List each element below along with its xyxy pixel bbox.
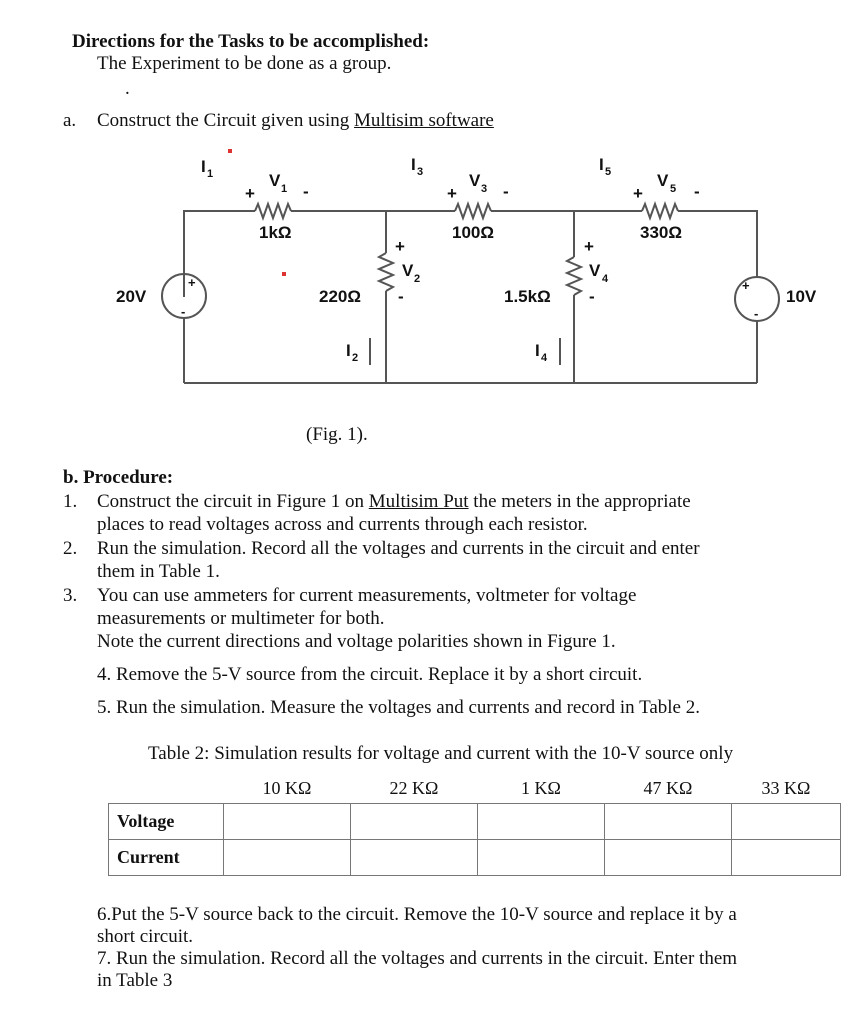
proc-item-2-line1: Run the simulation. Record all the voltages and currents in the circuit and enter: [97, 538, 700, 559]
label-r5: 330Ω: [640, 223, 682, 242]
step6-line1: 6.Put the 5-V source back to the circuit. Remove the 10-V source and replace it by a: [97, 904, 737, 925]
table2-cell[interactable]: [224, 804, 351, 840]
proc-item-1-num: 1.: [63, 491, 78, 512]
resistor-r1-zigzag: [255, 204, 291, 218]
procedure-heading: b. Procedure:: [63, 467, 174, 488]
label-i2-sub: 2: [352, 352, 359, 364]
label-v2: V: [402, 261, 414, 280]
table2-cell[interactable]: [732, 804, 841, 840]
label-i2: I: [346, 341, 351, 360]
label-r3: 100Ω: [452, 223, 494, 242]
label-i5-sub: 5: [605, 166, 612, 178]
label-i1: I: [201, 157, 206, 176]
label-v1: V: [269, 171, 281, 190]
proc-item-2-num: 2.: [63, 538, 78, 559]
label-i3: I: [411, 155, 416, 174]
table2-col-header: 22 KΩ: [351, 773, 478, 804]
proc-item-3-num: 3.: [63, 585, 78, 606]
table2-cell[interactable]: [478, 804, 605, 840]
v2-minus: -: [398, 287, 404, 306]
v3-plus: +: [447, 184, 457, 203]
source-10v-minus: -: [754, 306, 759, 321]
table2-cell[interactable]: [351, 804, 478, 840]
label-v2-sub: 2: [414, 273, 421, 285]
proc-step-4: 4. Remove the 5-V source from the circuit. Replace it by a short circuit.: [97, 664, 643, 685]
proc-item-1-text-a: Construct the circuit in Figure 1 on: [97, 491, 369, 512]
label-v4-sub: 4: [602, 273, 609, 285]
label-i4-sub: 4: [541, 352, 548, 364]
v5-minus: -: [694, 182, 700, 201]
proc-item-1-line1: [97, 491, 691, 513]
table2-cell[interactable]: [732, 840, 841, 876]
table2-row-label: Current: [109, 840, 224, 876]
table2-cell[interactable]: [605, 804, 732, 840]
resistor-r3-zigzag: [455, 204, 491, 218]
step6-line2: short circuit.: [97, 926, 194, 947]
resistor-r2-zigzag: [379, 253, 393, 291]
proc-item-2-line2: them in Table 1.: [97, 561, 220, 582]
resistor-r5-zigzag: [642, 204, 678, 218]
source-10v-plus: +: [742, 278, 750, 293]
label-r1: 1kΩ: [259, 223, 292, 242]
directions-heading: Directions for the Tasks to be accomplished:: [72, 31, 430, 52]
table2-col-header: 1 KΩ: [478, 773, 605, 804]
label-i4: I: [535, 341, 540, 360]
label-v1-sub: 1: [281, 183, 288, 195]
stray-dot: .: [125, 78, 130, 99]
proc-item-1-text-b: the meters in the appropriate: [468, 491, 691, 512]
task-a-text: [97, 110, 494, 132]
proc-item-1-line2: places to read voltages across and currents through each resistor.: [97, 514, 588, 535]
label-i5: I: [599, 155, 604, 174]
v5-plus: +: [633, 184, 643, 203]
step7-line1: 7. Run the simulation. Record all the voltages and currents in the circuit. Enter them: [97, 948, 738, 969]
table2-cell[interactable]: [351, 840, 478, 876]
source-20v-minus: -: [181, 304, 186, 319]
label-r2: 220Ω: [319, 287, 361, 306]
table2-row-current: [109, 840, 841, 876]
label-source-20v: 20V: [116, 287, 147, 306]
table2-header-row: [109, 773, 841, 804]
table2-row-label: Voltage: [109, 804, 224, 840]
v4-plus: +: [584, 237, 594, 256]
table2-caption: Table 2: Simulation results for voltage and current with the 10-V source only: [148, 743, 734, 764]
label-i3-sub: 3: [417, 166, 424, 178]
proc-item-3-line1: You can use ammeters for current measurements, voltmeter for voltage: [97, 585, 637, 606]
marker-dot-top: [228, 149, 232, 153]
table2-cell[interactable]: [478, 840, 605, 876]
table2-col-header: 33 KΩ: [732, 773, 841, 804]
directions-subheading: The Experiment to be done as a group.: [97, 53, 392, 74]
table2: [108, 773, 841, 876]
v4-minus: -: [589, 287, 595, 306]
table2-col-header: 10 KΩ: [224, 773, 351, 804]
source-20v-plus: +: [188, 275, 196, 290]
multisim-link[interactable]: Multisim software: [354, 110, 494, 131]
table2-row-voltage: [109, 804, 841, 840]
proc-item-3-line2: measurements or multimeter for both.: [97, 608, 385, 629]
v3-minus: -: [503, 182, 509, 201]
task-a-label: Construct the Circuit given using: [97, 110, 355, 131]
task-a-marker: a.: [63, 110, 77, 131]
table2-col-header: 47 KΩ: [605, 773, 732, 804]
table2-cell[interactable]: [605, 840, 732, 876]
proc-item-3-line3: Note the current directions and voltage polarities shown in Figure 1.: [97, 631, 616, 652]
label-v3: V: [469, 171, 481, 190]
label-i1-sub: 1: [207, 168, 214, 180]
circuit-diagram: [0, 140, 857, 410]
top-wire-right: [678, 211, 757, 278]
step7-line2: in Table 3: [97, 970, 173, 991]
label-v5-sub: 5: [670, 183, 677, 195]
label-v5: V: [657, 171, 669, 190]
resistor-r4-zigzag: [567, 257, 581, 295]
figure-caption: (Fig. 1).: [306, 424, 368, 445]
v1-minus: -: [303, 182, 309, 201]
multisim-put-link[interactable]: Multisim Put: [368, 491, 469, 512]
label-v3-sub: 3: [481, 183, 488, 195]
v2-plus: +: [395, 237, 405, 256]
marker-dot-mid: [282, 272, 286, 276]
table2-corner-cell: [109, 773, 224, 804]
label-source-10v: 10V: [786, 287, 817, 306]
proc-step-5: 5. Run the simulation. Measure the voltages and currents and record in Table 2.: [97, 697, 700, 718]
label-r4: 1.5kΩ: [504, 287, 551, 306]
label-v4: V: [589, 261, 601, 280]
v1-plus: +: [245, 184, 255, 203]
table2-cell[interactable]: [224, 840, 351, 876]
